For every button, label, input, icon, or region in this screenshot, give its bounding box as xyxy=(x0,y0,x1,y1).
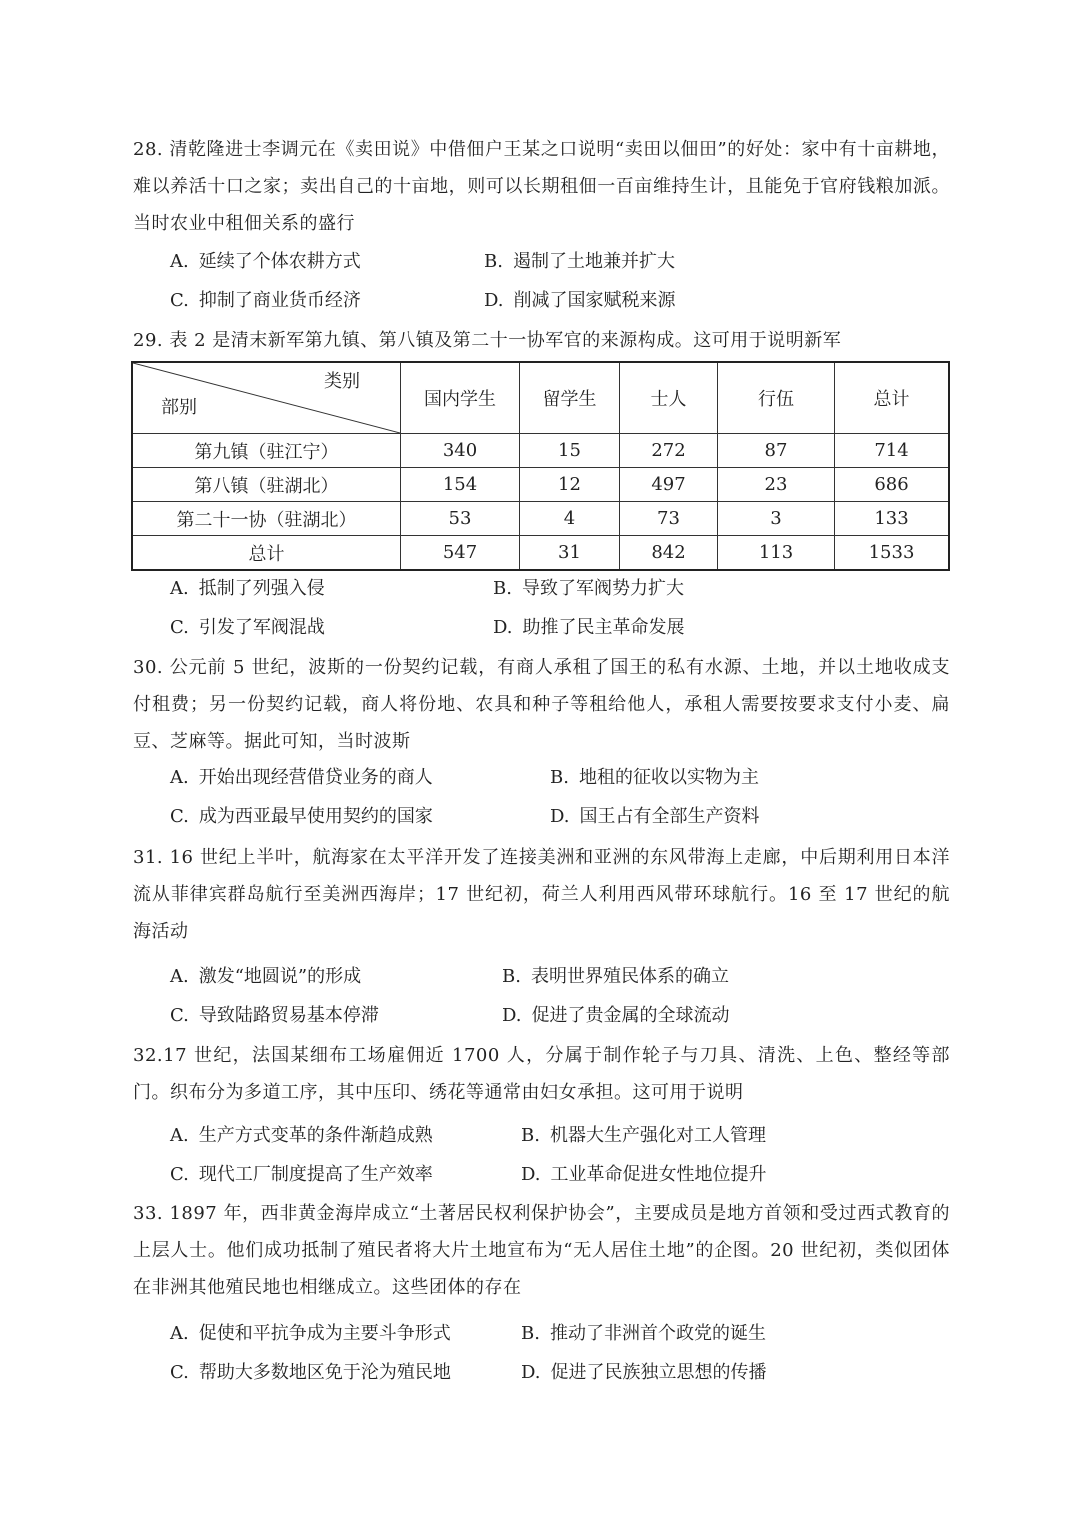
table-corner-cell xyxy=(132,362,401,434)
option-d[interactable]: D. 促进了民族独立思想的传播 xyxy=(521,1362,767,1383)
option-c[interactable]: C. 导致陆路贸易基本停滞 xyxy=(170,1005,379,1026)
question-29-options xyxy=(170,569,950,647)
column-header: 留学生 xyxy=(520,362,620,434)
option-a[interactable]: A. 促使和平抗争成为主要斗争形式 xyxy=(170,1323,451,1344)
question-33-stem: 33. 1897 年，西非黄金海岸成立“土著居民权利保护协会”，主要成员是地方首领和受过西式教育的上层人士。他们成功抵制了殖民者将大片土地宣布为“无人居住土地”的企图。20 世纪初，类似团体在非洲其他殖民地也相继成立。这些团体的存在 xyxy=(133,1203,950,1298)
option-c[interactable]: C. 成为西亚最早使用契约的国家 xyxy=(170,806,433,827)
table-cell: 3 xyxy=(718,502,835,536)
question-31-stem: 31. 16 世纪上半叶，航海家在太平洋开发了连接美洲和亚洲的东风带海上走廊，中后期利用日本洋流从菲律宾群岛航行至美洲西海岸；17 世纪初，荷兰人利用西风带环球航行。16 至 17 世纪的航海活动 xyxy=(133,847,950,942)
column-header: 总计 xyxy=(835,362,950,434)
table-cell: 31 xyxy=(520,536,620,571)
question-32-options xyxy=(170,1116,950,1194)
table-cell: 53 xyxy=(401,502,520,536)
option-c[interactable]: C. 抑制了商业货币经济 xyxy=(170,290,361,311)
option-c[interactable]: C. 帮助大多数地区免于沦为殖民地 xyxy=(170,1362,451,1383)
row-label: 第八镇（驻湖北） xyxy=(132,468,401,502)
option-c[interactable]: C. 现代工厂制度提高了生产效率 xyxy=(170,1164,433,1185)
table-cell: 547 xyxy=(401,536,520,571)
table-row xyxy=(132,468,949,502)
column-header: 国内学生 xyxy=(401,362,520,434)
option-d[interactable]: D. 助推了民主革命发展 xyxy=(493,617,685,638)
option-b[interactable]: B. 推动了非洲首个政党的诞生 xyxy=(521,1323,766,1344)
option-b[interactable]: B. 机器大生产强化对工人管理 xyxy=(521,1125,766,1146)
table-cell: 497 xyxy=(620,468,718,502)
question-32-stem: 32.17 世纪，法国某细布工场雇佣近 1700 人，分属于制作轮子与刀具、清洗、上色、整经等部门。织布分为多道工序，其中压印、绣花等通常由妇女承担。这可用于说明 xyxy=(133,1045,950,1103)
table-cell: 15 xyxy=(520,434,620,468)
row-label: 第二十一协（驻湖北） xyxy=(132,502,401,536)
option-c[interactable]: C. 引发了军阀混战 xyxy=(170,617,325,638)
table-row xyxy=(132,502,949,536)
table-cell: 714 xyxy=(835,434,950,468)
option-d[interactable]: D. 削减了国家赋税来源 xyxy=(484,290,676,311)
option-b[interactable]: B. 地租的征收以实物为主 xyxy=(550,767,759,788)
table-cell: 1533 xyxy=(835,536,950,571)
table-cell: 154 xyxy=(401,468,520,502)
column-header: 士人 xyxy=(620,362,718,434)
table-cell: 87 xyxy=(718,434,835,468)
table-cell: 133 xyxy=(835,502,950,536)
table-cell: 4 xyxy=(520,502,620,536)
table-row xyxy=(132,434,949,468)
table-cell: 73 xyxy=(620,502,718,536)
question-28-options xyxy=(170,242,950,320)
table-cell: 272 xyxy=(620,434,718,468)
question-30-options xyxy=(170,758,950,836)
option-a[interactable]: A. 延续了个体农耕方式 xyxy=(170,251,361,272)
table-cell: 686 xyxy=(835,468,950,502)
option-a[interactable]: A. 抵制了列强入侵 xyxy=(170,578,325,599)
table-cell: 340 xyxy=(401,434,520,468)
option-a[interactable]: A. 激发“地圆说”的形成 xyxy=(170,966,362,987)
option-a[interactable]: A. 生产方式变革的条件渐趋成熟 xyxy=(170,1125,433,1146)
row-label: 总计 xyxy=(132,536,401,571)
corner-bottom-label: 部别 xyxy=(161,397,197,418)
question-33-options xyxy=(170,1314,950,1392)
table-cell: 113 xyxy=(718,536,835,571)
option-b[interactable]: B. 遏制了土地兼并扩大 xyxy=(484,251,675,272)
table-cell: 842 xyxy=(620,536,718,571)
option-d[interactable]: D. 促进了贵金属的全球流动 xyxy=(502,1005,730,1026)
question-30-stem: 30. 公元前 5 世纪，波斯的一份契约记载，有商人承租了国王的私有水源、土地，并以土地收成支付租费；另一份契约记载，商人将份地、农具和种子等租给他人，承租人需要按要求支付小麦、扁豆、芝麻等。据此可知，当时波斯 xyxy=(133,657,950,752)
table-cell: 23 xyxy=(718,468,835,502)
table-row xyxy=(132,536,949,571)
option-d[interactable]: D. 国王占有全部生产资料 xyxy=(550,806,760,827)
option-a[interactable]: A. 开始出现经营借贷业务的商人 xyxy=(170,767,433,788)
option-d[interactable]: D. 工业革命促进女性地位提升 xyxy=(521,1164,767,1185)
corner-top-label: 类别 xyxy=(324,371,360,392)
question-31-options xyxy=(170,957,950,1035)
column-header: 行伍 xyxy=(718,362,835,434)
option-b[interactable]: B. 表明世界殖民体系的确立 xyxy=(502,966,729,987)
officer-source-table xyxy=(131,361,950,571)
row-label: 第九镇（驻江宁） xyxy=(132,434,401,468)
option-b[interactable]: B. 导致了军阀势力扩大 xyxy=(493,578,684,599)
table-cell: 12 xyxy=(520,468,620,502)
question-28-stem: 28. 清乾隆进士李调元在《卖田说》中借佃户王某之口说明“卖田以佃田”的好处：家中有十亩耕地，难以养活十口之家；卖出自己的十亩地，则可以长期租佃一百亩维持生计，且能免于官府钱粮加派。当时农业中租佃关系的盛行 xyxy=(133,139,950,234)
question-29-stem: 29. 表 2 是清末新军第九镇、第八镇及第二十一协军官的来源构成。这可用于说明新军 xyxy=(133,330,842,351)
